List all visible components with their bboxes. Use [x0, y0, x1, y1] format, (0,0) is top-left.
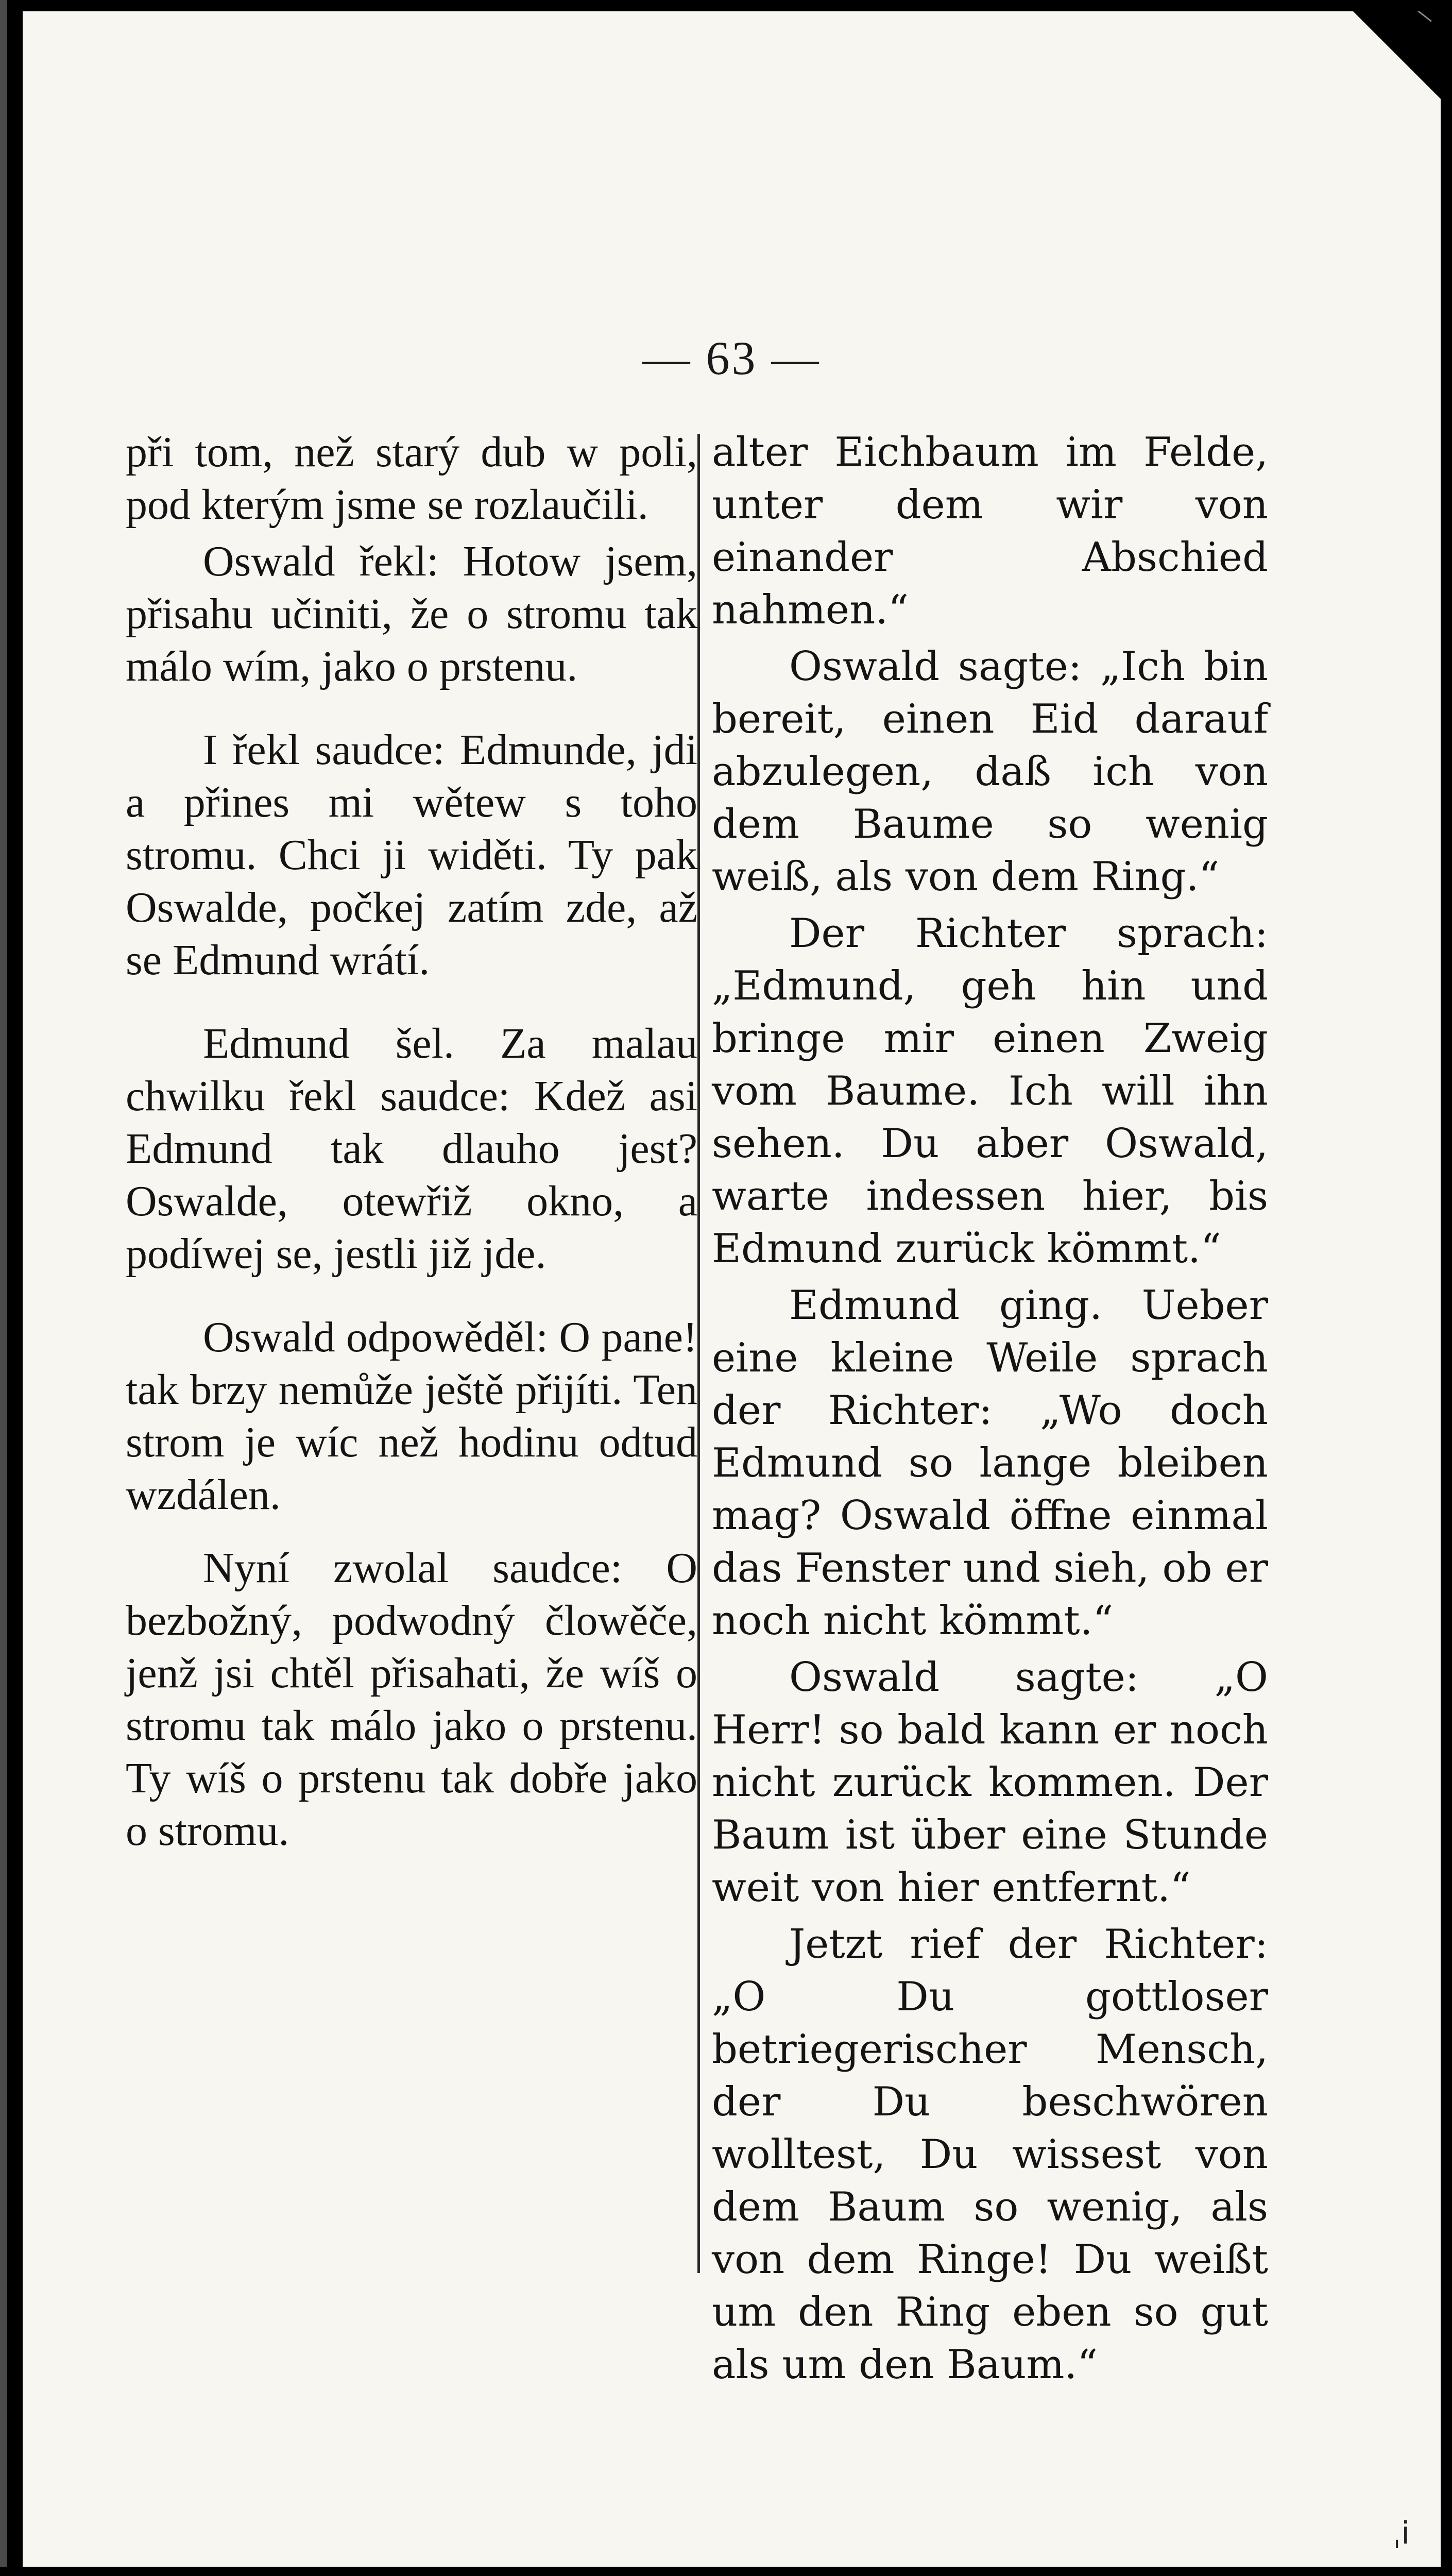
german-paragraph-4: Edmund ging. Ueber eine kleine Weile sprach der Richter: „Wo doch Edmund so lange bleiben mag? Oswald öffne einmal das Fenster und sieh, ob er noch nicht kömmt.“: [712, 1282, 1268, 1644]
czech-column: [126, 426, 697, 1857]
czech-paragraph-1: při tom, než starý dub w poli, pod kterým jsme se rozlaučili.: [126, 428, 697, 529]
folded-corner: [1353, 11, 1441, 99]
czech-paragraph-4: Edmund šel. Za malau chwilku řekl saudce: Kdež asi Edmund tak dlauho jest? Oswalde, otewřiž okno, a podíwej se, jestli již jde.: [126, 1020, 697, 1278]
footer-mark: ˌi: [1392, 2515, 1410, 2551]
czech-paragraph-5: Oswald odpowěděl: O pane! tak brzy nemůže ještě přijíti. Ten strom je wíc než hodinu odtud wzdálen.: [126, 1313, 697, 1519]
german-paragraph-5: Oswald sagte: „O Herr! so bald kann er noch nicht zurück kommen. Der Baum ist über eine Stunde weit von hier entfernt.“: [712, 1654, 1268, 1911]
german-paragraph-3: Der Richter sprach: „Edmund, geh hin und bringe mir einen Zweig vom Baume. Ich will ihn sehen. Du aber Oswald, warte indessen hier, bis Edmund zurück kömmt.“: [712, 910, 1268, 1272]
column-divider: [697, 434, 700, 2273]
german-paragraph-2: Oswald sagte: „Ich bin bereit, einen Eid darauf abzulegen, daß ich von dem Baume so wenig weiß, als von dem Ring.“: [712, 643, 1268, 900]
book-binding-edge: [0, 0, 7, 2567]
german-paragraph-1: alter Eichbaum im Felde, unter dem wir von einander Abschied nahmen.“: [712, 429, 1268, 633]
german-paragraph-6: Jetzt rief der Richter: „O Du gottloser betriegerischer Mensch, der Du beschwören wolltest, Du wissest von dem Baum so wenig, als von dem Ringe! Du weißt um den Ring eben so gut als um den Baum.“: [712, 1921, 1268, 2388]
german-column: [712, 426, 1268, 2391]
czech-paragraph-3: I řekl saudce: Edmunde, jdi a přines mi wětew s toho stromu. Chci ji widěti. Ty pak Oswalde, počkej zatím zde, až se Edmund wrátí.: [126, 726, 697, 984]
czech-paragraph-6: Nyní zwolal saudce: O bezbožný, podwodný člowěče, jenž jsi chtěl přisahati, že wíš o stromu tak málo jako o prstenu. Ty wíš o prstenu tak dobře jako o stromu.: [126, 1544, 697, 1855]
book-page: [23, 11, 1441, 2567]
page-number: — 63 —: [642, 332, 821, 384]
czech-paragraph-2: Oswald řekl: Hotow jsem, přisahu učiniti, že o stromu tak málo wím, jako o prstenu.: [126, 537, 697, 690]
